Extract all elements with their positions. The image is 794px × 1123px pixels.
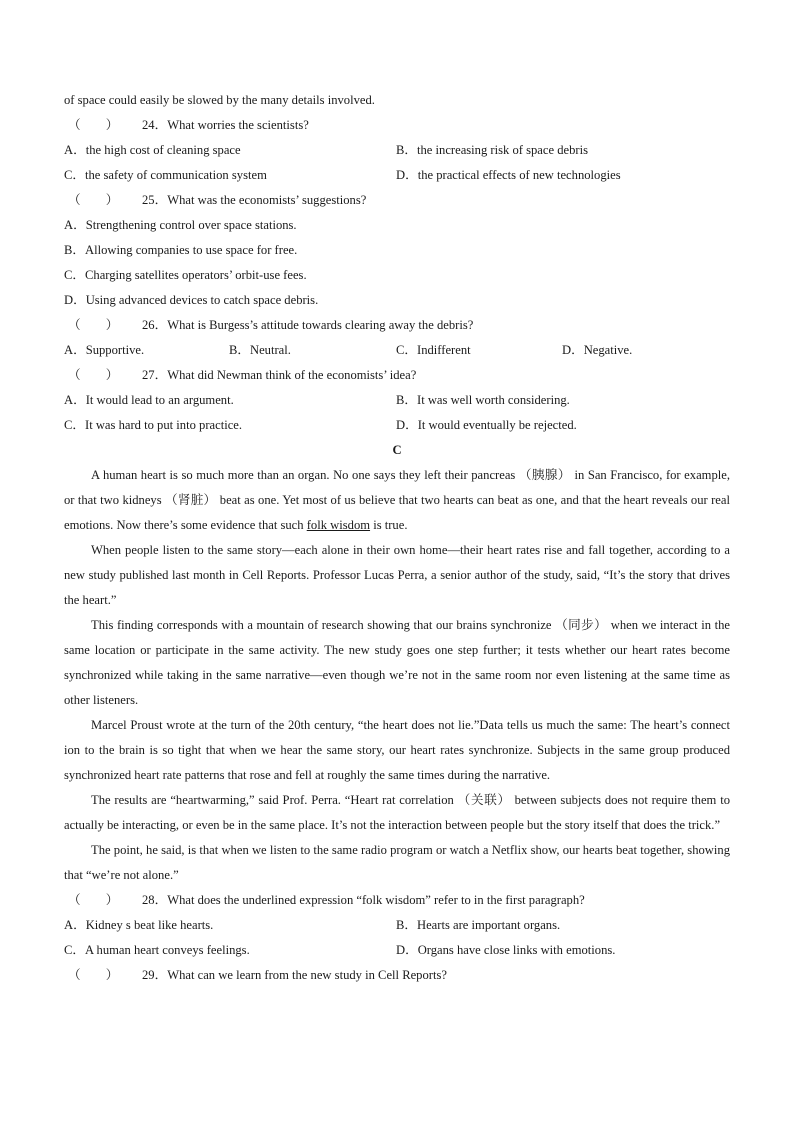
answer-blank[interactable]: （ ） — [68, 118, 119, 132]
option-a: A．the high cost of cleaning space — [64, 143, 241, 157]
answer-blank[interactable]: （ ） — [68, 968, 119, 982]
option-d: D．It would eventually be rejected. — [396, 418, 577, 432]
passage-paragraph-3: This finding corresponds with a mountain of research showing that our brains synchronize （同步） when we interact in the same location or participate in the same activity. The new study goes one step further; it tests whether our heart rates become synchronized while taking in the same narrative—even though we’re not in the same room nor even listening at the same time as other listeners. — [64, 618, 730, 707]
option-a: A．It would lead to an argument. — [64, 393, 234, 407]
option-b: B．It was well worth considering. — [396, 393, 570, 407]
question-stem: 28．What does the underlined expression “folk wisdom” refer to in the first paragraph? — [142, 893, 585, 907]
passage-paragraph-6: The point, he said, is that when we listen to the same radio program or watch a Netflix show, our hearts beat together, showing that “we’re not alone.” — [64, 843, 730, 882]
question-28 — [64, 888, 730, 913]
option-c: C．It was hard to put into practice. — [64, 418, 243, 432]
question-stem: 26．What is Burgess’s attitude towards clearing away the debris? — [142, 318, 474, 332]
question-29 — [64, 963, 730, 988]
option-a: A．Kidney s beat like hearts. — [64, 918, 214, 932]
passage-paragraph-1: A human heart is so much more than an organ. No one says they left their pancreas （胰腺） in San Francisco, for example, or that two kidneys （肾脏） beat as one. Yet most of us believe that two hearts can beat as one, and that the heart reveals our real emotions. Now there’s some evidence that such folk wisdom is true. — [64, 468, 730, 532]
option-b: B．the increasing risk of space debris — [396, 143, 588, 157]
passage-paragraph-5: The results are “heartwarming,” said Prof. Perra. “Heart rat correlation （关联） between subjects does not require them to actually be interacting, or even be in the same place. It’s not the interaction between people but the story itself that does the trick.” — [64, 793, 730, 832]
options-row — [64, 163, 730, 188]
option-d: D．the practical effects of new technologies — [396, 168, 621, 182]
document-page — [64, 88, 730, 988]
options-row — [64, 138, 730, 163]
question-stem: 24．What worries the scientists? — [142, 118, 309, 132]
option-d: D．Using advanced devices to catch space debris. — [64, 293, 319, 307]
option-c: C．Charging satellites operators’ orbit-use fees. — [64, 268, 307, 282]
question-stem: 27．What did Newman think of the economists’ idea? — [142, 368, 417, 382]
option-d: D．Negative. — [562, 343, 633, 357]
section-heading: C — [392, 443, 402, 457]
option-c: C．the safety of communication system — [64, 168, 267, 182]
answer-blank[interactable]: （ ） — [68, 193, 119, 207]
option-a: A．Strengthening control over space stations. — [64, 218, 297, 232]
question-stem: 25．What was the economists’ suggestions? — [142, 193, 367, 207]
question-25 — [64, 188, 730, 213]
answer-blank[interactable]: （ ） — [68, 368, 119, 382]
option-a: A．Supportive. — [64, 343, 145, 357]
question-26 — [64, 313, 730, 338]
option-b: B．Hearts are important organs. — [396, 918, 561, 932]
options-row — [64, 413, 730, 438]
options-row — [64, 338, 730, 363]
option-b: B．Neutral. — [229, 343, 291, 357]
answer-blank[interactable]: （ ） — [68, 318, 119, 332]
question-stem: 29．What can we learn from the new study in Cell Reports? — [142, 968, 447, 982]
option-c: C．A human heart conveys feelings. — [64, 943, 250, 957]
underlined-expression: folk wisdom — [306, 518, 371, 532]
options-row — [64, 938, 730, 963]
answer-blank[interactable]: （ ） — [68, 893, 119, 907]
passage-paragraph-4: Marcel Proust wrote at the turn of the 20th century, “the heart does not lie.”Data tells us much the same: The heart’s connect ion to the brain is so tight that when we hear the same story, our heart rates synchronize. Subjects in the same group produced synchronized heart rate patterns that rose and fell at roughly the same times during the narrative. — [64, 718, 730, 782]
option-d: D．Organs have close links with emotions. — [396, 943, 616, 957]
question-24 — [64, 113, 730, 138]
option-b: B．Allowing companies to use space for free. — [64, 243, 298, 257]
passage-paragraph-2: When people listen to the same story—each alone in their own home—their heart rates rise and fall together, according to a new study published last month in Cell Reports. Professor Lucas Perra, a senior author of the study, said, “It’s the story that drives the heart.” — [64, 543, 730, 607]
options-row — [64, 913, 730, 938]
question-27 — [64, 363, 730, 388]
options-row — [64, 388, 730, 413]
option-c: C．Indifferent — [396, 343, 471, 357]
continued-text: of space could easily be slowed by the many details involved. — [64, 93, 375, 107]
